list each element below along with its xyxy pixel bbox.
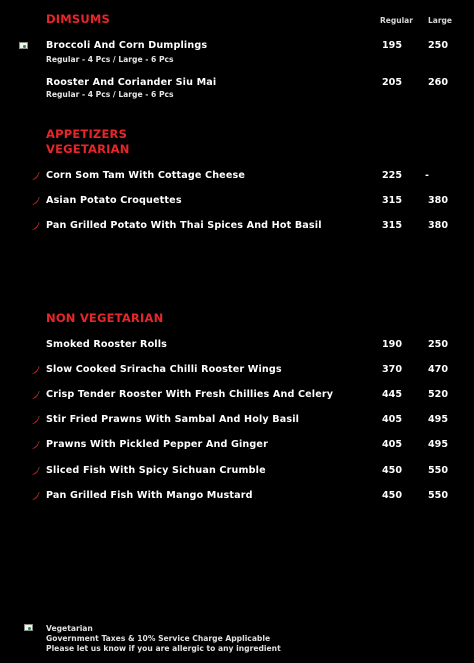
item-price-regular: 450 bbox=[381, 490, 402, 501]
item-price-regular: 405 bbox=[381, 414, 402, 425]
item-price-regular: 205 bbox=[381, 77, 402, 88]
tax-note: Government Taxes & 10% Service Charge Applicable bbox=[46, 634, 271, 643]
veg-legend-icon bbox=[24, 624, 33, 631]
item-price-large: 520 bbox=[427, 389, 448, 400]
menu-item bbox=[0, 465, 474, 479]
section-title-appetizers: APPETIZERS bbox=[46, 127, 128, 141]
item-price-large: 250 bbox=[427, 40, 448, 51]
allergy-note: Please let us know if you are allergic to any ingredient bbox=[46, 644, 281, 653]
menu-item bbox=[0, 364, 474, 378]
item-price-regular: 315 bbox=[381, 220, 402, 231]
item-price-large: 250 bbox=[427, 339, 448, 350]
item-price-regular: 225 bbox=[381, 170, 402, 181]
item-price-regular: 195 bbox=[381, 40, 402, 51]
item-portion-note: Regular - 4 Pcs / Large - 6 Pcs bbox=[46, 55, 174, 64]
item-price-large: 495 bbox=[427, 414, 448, 425]
item-name: Stir Fried Prawns With Sambal And Holy Basil bbox=[46, 414, 300, 425]
item-price-large: - bbox=[425, 170, 429, 181]
item-name: Sliced Fish With Spicy Sichuan Crumble bbox=[46, 465, 266, 476]
menu-item bbox=[0, 389, 474, 403]
item-name: Broccoli And Corn Dumplings bbox=[46, 40, 208, 51]
section-title-vegetarian: VEGETARIAN bbox=[46, 142, 130, 156]
item-price-regular: 450 bbox=[381, 465, 402, 476]
menu-item bbox=[0, 490, 474, 504]
item-price-large: 495 bbox=[427, 439, 448, 450]
item-price-large: 470 bbox=[427, 364, 448, 375]
large-column-header: Large bbox=[428, 16, 452, 25]
item-name: Slow Cooked Sriracha Chilli Rooster Wings bbox=[46, 364, 282, 375]
section-title-non-vegetarian: NON VEGETARIAN bbox=[46, 311, 164, 325]
menu-item bbox=[0, 339, 474, 353]
regular-column-header: Regular bbox=[380, 16, 413, 25]
item-name: Pan Grilled Potato With Thai Spices And Hot Basil bbox=[46, 220, 322, 231]
item-name: Smoked Rooster Rolls bbox=[46, 339, 168, 350]
item-price-large: 550 bbox=[427, 465, 448, 476]
item-price-regular: 315 bbox=[381, 195, 402, 206]
menu-item bbox=[0, 220, 474, 234]
legend-vegetarian: Vegetarian bbox=[46, 624, 93, 633]
item-name: Rooster And Coriander Siu Mai bbox=[46, 77, 217, 88]
menu-item bbox=[0, 414, 474, 428]
menu-item bbox=[0, 77, 474, 91]
menu-item bbox=[0, 439, 474, 453]
item-price-large: 380 bbox=[427, 195, 448, 206]
item-price-regular: 190 bbox=[381, 339, 402, 350]
item-price-regular: 405 bbox=[381, 439, 402, 450]
item-price-large: 380 bbox=[427, 220, 448, 231]
item-portion-note: Regular - 4 Pcs / Large - 6 Pcs bbox=[46, 90, 174, 99]
item-price-large: 260 bbox=[427, 77, 448, 88]
menu-item bbox=[0, 195, 474, 209]
menu-item bbox=[0, 170, 474, 184]
item-name: Asian Potato Croquettes bbox=[46, 195, 182, 206]
item-name: Pan Grilled Fish With Mango Mustard bbox=[46, 490, 253, 501]
item-name: Crisp Tender Rooster With Fresh Chillies And Celery bbox=[46, 389, 334, 400]
item-price-large: 550 bbox=[427, 490, 448, 501]
item-name: Prawns With Pickled Pepper And Ginger bbox=[46, 439, 268, 450]
section-title-dimsums: DIMSUMS bbox=[46, 12, 111, 26]
item-price-regular: 370 bbox=[381, 364, 402, 375]
menu-item bbox=[0, 40, 474, 54]
item-name: Corn Som Tam With Cottage Cheese bbox=[46, 170, 246, 181]
item-price-regular: 445 bbox=[381, 389, 402, 400]
